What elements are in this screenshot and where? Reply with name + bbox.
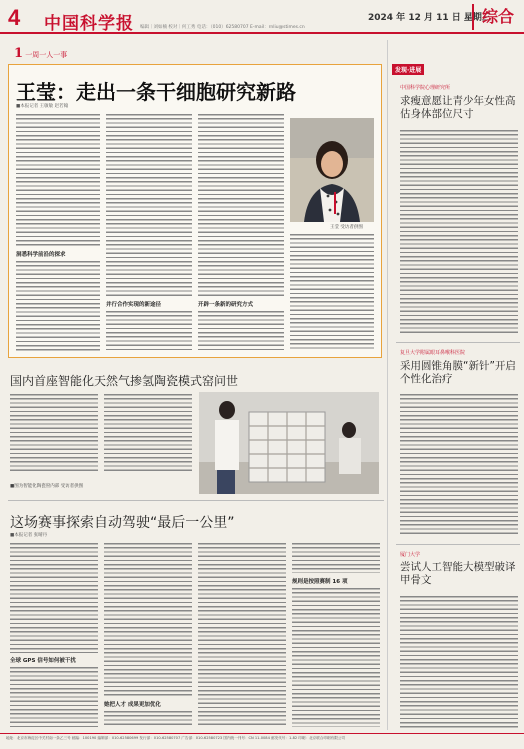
story3-column-4b [292, 586, 380, 727]
divider [8, 500, 384, 501]
right-divider-2 [396, 544, 520, 545]
right-item3-kicker: 厦门大学 [400, 552, 421, 558]
story2-column-2 [104, 392, 192, 474]
right-divider-1 [396, 342, 520, 343]
column-divider [387, 40, 388, 730]
story3-column-1 [10, 541, 98, 653]
feature-column-2 [106, 112, 192, 298]
feature-column-2b [106, 309, 192, 351]
story3-column-2b [104, 709, 192, 727]
page-number: 4 [8, 5, 21, 30]
feature-kicker: 1 一周一人一事 [14, 46, 68, 61]
story3-column-4 [292, 541, 380, 573]
right-item1-body [400, 128, 518, 334]
right-item2-kicker: 复旦大学附属眼耳鼻喉科医院 [400, 350, 466, 356]
right-item3-title: 尝试人工智能大模型破译甲骨文 [400, 561, 516, 586]
masthead [0, 0, 524, 34]
feature-byline: ■本报记者 王敏敏 赵若翰 [16, 104, 69, 109]
story3-subhead-1: 全球 GPS 信号如何被干扰 [10, 658, 76, 664]
right-item1-kicker: 中国科学院心理研究所 [400, 85, 451, 91]
feature-column-3 [198, 112, 284, 298]
editor-line: 编辑｜刘如楠 校对｜何工秀 电话：（010）62580707 E-mail：rnliu@stimes.cn [140, 25, 305, 30]
story3-title: 这场赛事探索自动驾驶“最后一公里” [10, 515, 235, 531]
footer-imprint: 地址：北京市海淀区中关村南一条乙三号 邮编：100190 编辑部：010-62580699 发行部：010-62580707 广告部：010-62580723 国内统一刊号：CN 11-0084 邮发代号：1-82 印刷：北京联合印刷有限公司 [0, 733, 524, 749]
right-item2-body [400, 392, 518, 536]
feature-column-1b [16, 259, 100, 351]
story3-byline: ■本报记者 张晴丹 [10, 533, 48, 538]
newspaper-logo: 中国科学报 [44, 14, 134, 34]
issue-date: 2024 年 12 月 11 日 星期三 [368, 13, 491, 23]
story3-subhead-2: 规则是按照赛制 16 项 [292, 579, 348, 585]
feature-subhead-3: 开辟一条新的研究方式 [198, 302, 254, 308]
story3-subhead-3: 她把人才 成果更加优化 [104, 702, 161, 708]
feature-subhead-1: 洞悉科学前沿的探求 [16, 252, 66, 258]
kiln-photo [199, 392, 379, 494]
story2-column-1 [10, 392, 98, 474]
right-section-tag: 发现·进展 [392, 64, 424, 75]
story2-title: 国内首座智能化天然气掺氢陶瓷模式窑问世 [10, 374, 239, 388]
section-label: 综合 [472, 4, 522, 30]
story3-column-3 [198, 541, 286, 727]
story3-column-1b [10, 665, 98, 727]
portrait-photo [290, 118, 374, 222]
right-item1-title: 求瘦意愿让青少年女性高估身体部位尺寸 [400, 95, 516, 120]
feature-subhead-2: 并行合作实现的新途径 [106, 302, 162, 308]
feature-title: 王莹：走出一条干细胞研究新路 [16, 80, 296, 104]
portrait-caption: 王莹 受访者供图 [330, 225, 363, 230]
feature-column-1 [16, 112, 100, 246]
right-item3-body [400, 594, 518, 728]
feature-column-3b [198, 309, 284, 351]
right-item2-title: 采用圆锥角膜“新针”开启个性化治疗 [400, 360, 516, 385]
story2-caption: ■图为智能化陶瓷窑内部 受访者供图 [10, 484, 84, 489]
story3-column-2 [104, 541, 192, 697]
feature-column-4 [290, 232, 374, 351]
